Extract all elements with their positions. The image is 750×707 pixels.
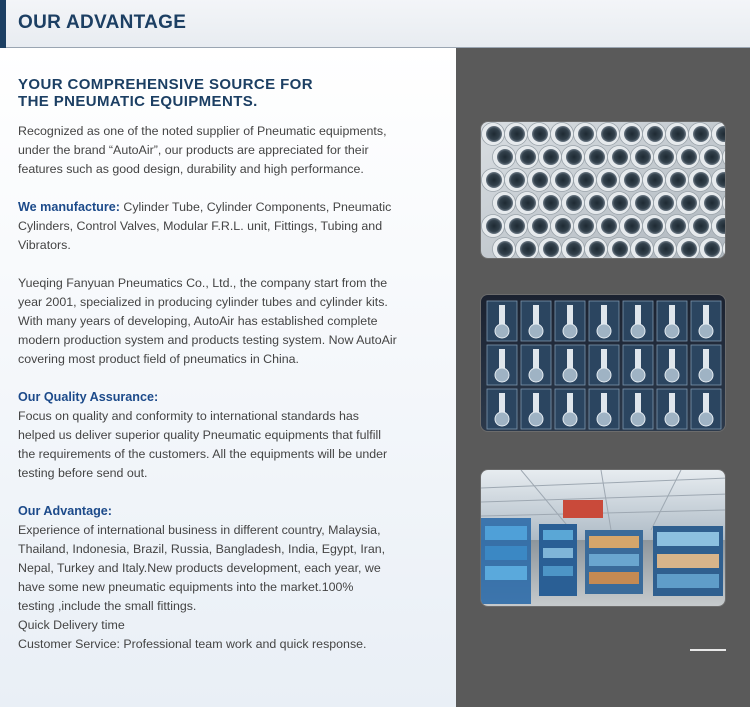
heading-line-1: YOUR COMPREHENSIVE SOURCE FOR xyxy=(18,76,313,93)
tube-hole xyxy=(532,172,548,188)
tube-hole xyxy=(497,241,513,257)
tube-hole xyxy=(555,172,571,188)
tube-hole xyxy=(578,218,594,234)
tube-hole xyxy=(589,149,605,165)
intro-paragraph xyxy=(18,122,443,179)
company-line: With many years of developing, AutoAir has established complete xyxy=(18,314,378,328)
tube-hole xyxy=(509,172,525,188)
piston-nut xyxy=(699,368,713,382)
tube-hole xyxy=(578,172,594,188)
tube-hole xyxy=(647,218,663,234)
tube-hole xyxy=(543,195,559,211)
company-line: modern production system and products testing system. Now AutoAir xyxy=(18,333,397,347)
red-crates xyxy=(563,500,603,518)
tube-hole xyxy=(497,195,513,211)
advantage-line: Customer Service: Professional team work and quick response. xyxy=(18,637,367,651)
tube-hole xyxy=(566,149,582,165)
tube-hole xyxy=(693,172,709,188)
intro-line: under the brand “AutoAir”, our products are appreciated for their xyxy=(18,143,369,157)
manufacture-text: Cylinder Tube, Cylinder Components, Pneumatic xyxy=(119,200,392,214)
tube-hole xyxy=(693,126,709,142)
company-paragraph xyxy=(18,274,443,369)
tube-hole xyxy=(693,218,709,234)
header-accent-bar xyxy=(0,0,6,48)
company-line: covering most product field of pneumatics in China. xyxy=(18,352,299,366)
cylinder-tubes-photo xyxy=(480,121,726,259)
tube-hole xyxy=(532,218,548,234)
tube-hole xyxy=(658,241,674,257)
section-header xyxy=(0,0,750,48)
tube-hole xyxy=(681,149,697,165)
tube-hole xyxy=(555,126,571,142)
tube-hole xyxy=(635,149,651,165)
section-title: OUR ADVANTAGE xyxy=(18,12,187,33)
tube-hole xyxy=(543,241,559,257)
piston-nut xyxy=(529,412,543,426)
manufacture-paragraph xyxy=(18,198,443,255)
cylinder-components-photo xyxy=(480,294,726,432)
quality-line: the requirements of the customers. All the equipments will be under xyxy=(18,447,388,461)
piston-nut xyxy=(563,412,577,426)
piston-nut xyxy=(495,324,509,338)
piston-nut xyxy=(563,368,577,382)
tube-hole xyxy=(566,195,582,211)
company-line: year 2001, specialized in producing cylinder tubes and cylinder kits. xyxy=(18,295,388,309)
tube-hole xyxy=(601,126,617,142)
tube-hole xyxy=(532,126,548,142)
piston-nut xyxy=(665,368,679,382)
content-panel xyxy=(0,48,456,707)
advantage-label: Our Advantage: xyxy=(18,504,112,518)
piston-nut xyxy=(665,324,679,338)
tube-hole xyxy=(520,241,536,257)
piston-nut xyxy=(529,368,543,382)
tube-hole xyxy=(658,149,674,165)
tube-hole xyxy=(612,241,628,257)
tube-hole xyxy=(486,218,502,234)
quality-label: Our Quality Assurance: xyxy=(18,390,159,404)
quality-paragraph xyxy=(18,388,443,483)
tube-hole xyxy=(670,126,686,142)
company-line: Yueqing Fanyuan Pneumatics Co., Ltd., the company start from the xyxy=(18,276,388,290)
tube-hole xyxy=(624,218,640,234)
manufacture-label: We manufacture: xyxy=(18,200,120,214)
tube-hole xyxy=(486,172,502,188)
tube-hole xyxy=(520,149,536,165)
warehouse-photo xyxy=(480,469,726,607)
tube-hole xyxy=(566,241,582,257)
slider-indicator xyxy=(690,649,726,651)
tube-hole xyxy=(647,126,663,142)
piston-nut xyxy=(597,412,611,426)
page-heading xyxy=(18,76,438,110)
component-grid xyxy=(487,301,721,429)
advantage-line: Nepal, Turkey and Italy.New products development, each year, we xyxy=(18,561,381,575)
piston-nut xyxy=(563,324,577,338)
intro-line: Recognized as one of the noted supplier of Pneumatic equipments, xyxy=(18,124,387,138)
tube-hole xyxy=(543,149,559,165)
tube-hole xyxy=(635,195,651,211)
tube-hole xyxy=(658,195,674,211)
tube-hole xyxy=(509,126,525,142)
piston-nut xyxy=(699,412,713,426)
manufacture-line xyxy=(18,198,443,217)
tube-hole xyxy=(635,241,651,257)
tube-hole xyxy=(578,126,594,142)
piston-nut xyxy=(597,324,611,338)
quality-line: Focus on quality and conformity to international standards has xyxy=(18,409,359,423)
tube-hole xyxy=(601,172,617,188)
piston-nut xyxy=(597,368,611,382)
tube-hole xyxy=(624,126,640,142)
tube-hole xyxy=(704,195,720,211)
manufacture-line: Vibrators. xyxy=(18,238,71,252)
quality-line: testing before send out. xyxy=(18,466,148,480)
advantage-line: Thailand, Indonesia, Brazil, Russia, Bangladesh, India, Egypt, Iran, xyxy=(18,542,386,556)
tube-hole xyxy=(601,218,617,234)
tube-hole xyxy=(612,149,628,165)
tube-hole xyxy=(555,218,571,234)
tube-hole xyxy=(486,126,502,142)
heading-line-2: THE PNEUMATIC EQUIPMENTS. xyxy=(18,93,258,110)
manufacture-line: Cylinders, Control Valves, Modular F.R.L. unit, Fittings, Tubing and xyxy=(18,219,383,233)
tube-hole xyxy=(681,195,697,211)
advantage-line: Quick Delivery time xyxy=(18,618,125,632)
tube-hole xyxy=(497,149,513,165)
piston-nut xyxy=(495,368,509,382)
piston-nut xyxy=(665,412,679,426)
piston-nut xyxy=(529,324,543,338)
advantage-line: have some new pneumatic equipments into the market.100% xyxy=(18,580,354,594)
tube-hole xyxy=(589,241,605,257)
tube-hole xyxy=(612,195,628,211)
tube-hole xyxy=(670,218,686,234)
tube-hole xyxy=(704,241,720,257)
tube-hole xyxy=(704,149,720,165)
tube-hole xyxy=(520,195,536,211)
tube-hole xyxy=(647,172,663,188)
advantage-line: testing ,include the small fittings. xyxy=(18,599,197,613)
piston-nut xyxy=(631,368,645,382)
advantage-line: Experience of international business in different country, Malaysia, xyxy=(18,523,381,537)
tube-hole xyxy=(624,172,640,188)
quality-line: helped us deliver superior quality Pneumatic equipments that fulfill xyxy=(18,428,381,442)
tube-hole xyxy=(681,241,697,257)
piston-nut xyxy=(495,412,509,426)
piston-nut xyxy=(631,324,645,338)
intro-line: features such as good design, durability and high performance. xyxy=(18,162,364,176)
piston-nut xyxy=(699,324,713,338)
piston-nut xyxy=(631,412,645,426)
advantage-paragraph xyxy=(18,502,443,654)
tube-hole xyxy=(589,195,605,211)
tube-hole xyxy=(509,218,525,234)
tube-hole xyxy=(670,172,686,188)
